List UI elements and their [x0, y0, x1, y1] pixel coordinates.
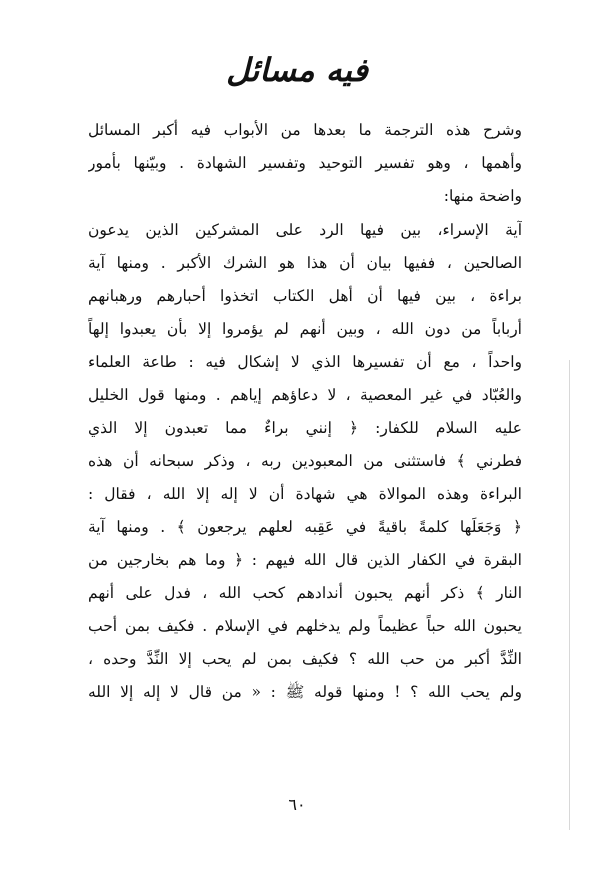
text-line: يحبون الله حباً عظيماً ولم يدخلهم في الإسلام . فكيف بمن أحب — [88, 617, 522, 635]
text-line: وأهمها ، وهو تفسير التوحيد وتفسير الشهادة . وبيّنها بأمور — [88, 154, 522, 172]
text-line: آية الإسراء، بين فيها الرد على المشركين الذين يدعون — [88, 221, 522, 239]
text-line: الصالحين ، ففيها بيان أن هذا هو الشرك الأكبر . ومنها آية — [88, 254, 522, 272]
text-line: النار ﴾ ذكر أنهم يحبون أندادهم كحب الله ، فدل على أنهم — [88, 584, 522, 602]
scan-margin-line — [569, 360, 570, 830]
text-line: وشرح هذه الترجمة ما بعدها من الأبواب فيه أكبر المسائل — [88, 121, 522, 139]
text-line: ولم يحب الله ؟ ! ومنها قوله ﷺ : « من قال لا إله إلا الله — [88, 683, 522, 701]
section-title: فيه مسائل — [226, 51, 368, 89]
text-line: النِّدَّ أكبر من حب الله ؟ فكيف بمن لم يحب إلا النِّدَّ وحده ، — [88, 650, 522, 668]
text-line: أرباباً من دون الله ، وبين أنهم لم يؤمروا إلا بأن يعبدوا إلهاً — [88, 320, 522, 338]
text-line: فطرني ﴾ فاستثنى من المعبودين ربه ، وذكر سبحانه أن هذه — [88, 452, 522, 470]
paragraph-intro — [88, 114, 522, 213]
text-line: والعُبّاد في غير المعصية ، لا دعاؤهم إياهم . ومنها قول الخليل — [88, 386, 522, 404]
text-line: البقرة في الكفار الذين قال الله فيهم : ﴿ وما هم بخارجين من — [88, 551, 522, 569]
text-line: واضحة منها: — [443, 187, 522, 205]
text-line: واحداً ، مع أن تفسيرها الذي لا إشكال فيه : طاعة العلماء — [88, 353, 522, 371]
text-line: البراءة وهذه الموالاة هي شهادة أن لا إله إلا الله ، فقال : — [88, 485, 522, 503]
paragraph-main — [88, 214, 522, 709]
text-line: براءة ، بين فيها أن أهل الكتاب اتخذوا أحبارهم ورهبانهم — [88, 287, 522, 305]
text-line: ﴿ وَجَعَلَها كلمةً باقيةً في عَقِبه لعلهم يرجعون ﴾ . ومنها آية — [88, 518, 522, 536]
page-number: ٦٠ — [288, 795, 306, 814]
text-line: عليه السلام للكفار: ﴿ إنني براءٌ مما تعبدون إلا الذي — [88, 419, 522, 437]
